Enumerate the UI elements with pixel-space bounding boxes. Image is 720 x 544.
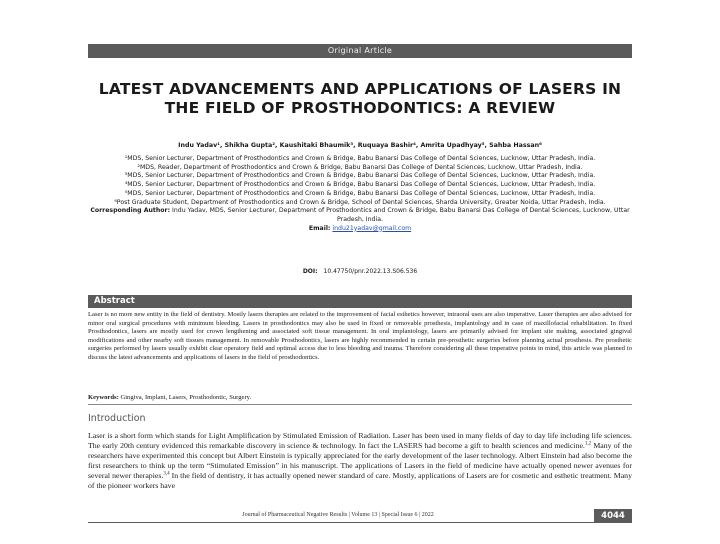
corresponding-author-label: Corresponding Author: bbox=[90, 207, 171, 215]
citation: 1,2 bbox=[584, 441, 592, 447]
article-type-label: Original Article bbox=[327, 46, 393, 55]
affiliation: ⁶Post Graduate Student, Department of Prosthodontics and Crown & Bridge, School of Dental Sciences, Sharda University, Greater Noida, Uttar Pradesh, India. bbox=[114, 198, 606, 206]
affiliation: ¹MDS, Senior Lecturer, Department of Prosthodontics and Crown & Bridge, Babu Banarsi Das College of Dental Sciences, Lucknow, Uttar Pradesh, India. bbox=[124, 155, 596, 162]
abstract-heading: Abstract bbox=[94, 296, 135, 306]
corresponding-author bbox=[88, 207, 632, 224]
intro-part-3: In the field of dentistry, it has actually opened newer standard of care. Mostly, applications of Lasers are for cosmetic and esthetic treatment. Many of the pioneer workers have bbox=[88, 470, 632, 490]
email-link[interactable]: indu21yadav@gmail.com bbox=[332, 224, 412, 232]
journal-citation: Journal of Pharmaceutical Negative Results | Volume 13 | Special Issue 6 | 2022 bbox=[242, 512, 434, 518]
intro-part-2: Many of the researchers have experimented this concept but Albert Einstein is typically appreciated for the early development of the laser technology. Albert Einstein had also become the first researchers to think up the term “Stimulated Emission” in his manuscript. The applications of Lasers in the field of medicine have actually opened newer avenues for several newer therapies. bbox=[88, 440, 632, 480]
keywords-text: Gingiva, Implant, Lasers, Prosthodontic, Surgery. bbox=[120, 394, 252, 401]
footer-rule bbox=[88, 522, 632, 523]
introduction-text bbox=[88, 431, 632, 490]
article-type-banner bbox=[88, 44, 632, 58]
email-line bbox=[88, 225, 632, 234]
abstract-heading-bar bbox=[88, 295, 632, 308]
doi-line bbox=[88, 268, 632, 276]
affiliations bbox=[88, 155, 632, 233]
doi-label: DOI: bbox=[302, 268, 318, 275]
page-footer bbox=[88, 509, 632, 523]
page-number: 4044 bbox=[594, 509, 632, 523]
introduction-heading: Introduction bbox=[88, 413, 146, 424]
article-title: LATEST ADVANCEMENTS AND APPLICATIONS OF LASERS IN THE FIELD OF PROSTHODONTICS: A REVIEW bbox=[98, 80, 622, 117]
author-list: Indu Yadav¹, Shikha Gupta², Kaushitaki Bhaumik³, Ruquaya Bashir⁴, Amrita Upadhyay⁵, Sahba Hassan⁶ bbox=[178, 142, 542, 149]
affiliation: ³MDS, Senior Lecturer, Department of Prosthodontics and Crown & Bridge, Babu Banarsi Das College of Dental Sciences, Lucknow, Uttar Pradesh, India. bbox=[124, 172, 596, 180]
citation: 3,4 bbox=[163, 471, 170, 477]
section-divider bbox=[88, 404, 632, 405]
abstract-text: Laser is no more new entity in the field of dentistry. Mostly lasers therapies are related to the improvement of facial esthetics however, intraoral uses are also imperative. Laser therapies are also advised for minor oral surgical procedures with minimum bleeding. Lasers in prosthodontics may also be used in fixed or removable prosthesis, implantology and in case of maxillofacial rehabilitation. In fixed Prosthodontics, lasers are mostly used for crown lengthening and associated soft tissue management. In oral implantology, lasers are primarily advised for implant site making, associated gingival modifications and other nearby soft tissues management. In removable Prosthodontics, lasers are highly recommended in certain pre-prosthetic surgeries before planning actual prosthesis. Pre prosthetic surgeries performed by lasers usually exhibit clear operatory field and optimal access due to less bleeding and trauma. Therefore considering all these imperative points in mind, this article was planned to discuss the latest advancements and applications of lasers in the field of prosthodontics. bbox=[88, 311, 632, 361]
affiliation: ⁴MDS, Senior Lecturer, Department of Prosthodontics and Crown & Bridge, Babu Banarsi Das College of Dental Sciences, Lucknow, Uttar Pradesh, India. bbox=[124, 181, 596, 189]
affiliation: ²MDS, Reader, Department of Prosthodontics and Crown & Bridge, Babu Banarsi Das College of Dental Sciences, Lucknow, Uttar Pradesh, India. bbox=[137, 163, 583, 171]
doi-value[interactable]: 10.47750/pnr.2022.13.S06.536 bbox=[323, 268, 418, 275]
intro-part-1: Laser is a short form which stands for Light Amplification by Stimulated Emission of Radiation. Laser has been used in many fields of day to day life including life sciences. The early 20th century evidenced this remarkable discovery in science & technology. In fact the LASERS had become a gift to health sciences and medicine. bbox=[88, 431, 632, 450]
keywords-label: Keywords: bbox=[88, 394, 119, 401]
email-label: Email: bbox=[308, 224, 331, 232]
keywords bbox=[88, 393, 632, 402]
corresponding-author-text: Indu Yadav, MDS, Senior Lecturer, Department of Prosthodontics and Crown & Bridge, Babu Banarsi Das College of Dental Sciences, Lucknow, Uttar Pradesh, India. bbox=[172, 207, 630, 223]
affiliation: ⁵MDS, Senior Lecturer, Department of Prosthodontics and Crown & Bridge, Babu Banarsi Das College of Dental Sciences, Lucknow, Uttar Pradesh, India. bbox=[124, 189, 596, 197]
